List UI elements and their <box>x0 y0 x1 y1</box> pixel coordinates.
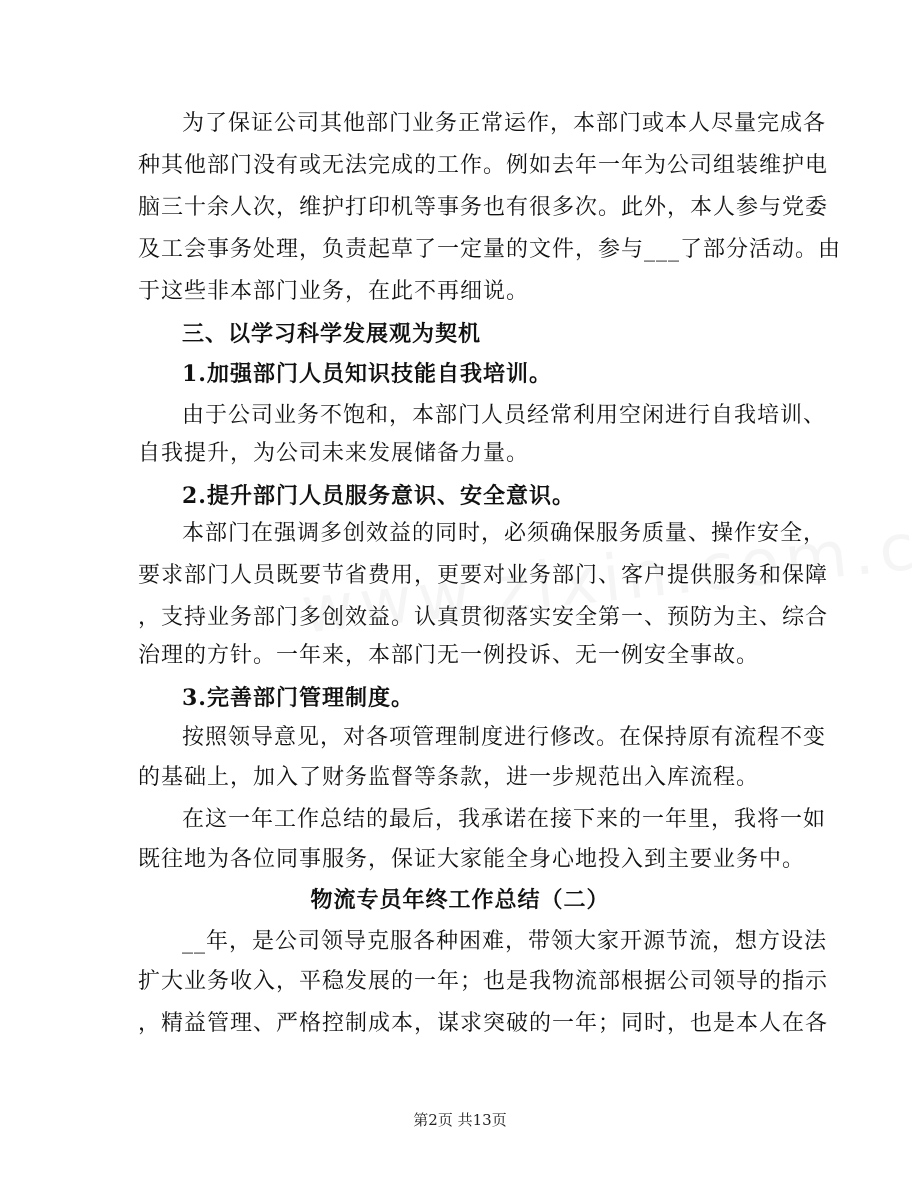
paragraph-line: 为了保证公司其他部门业务正常运作，本部门或本人尽量完成各 <box>182 111 827 136</box>
paragraph-line: 要求部门人员既要节省费用，更要对业务部门、客户提供服务和保障 <box>138 563 829 588</box>
paragraph-line: ，精益管理、严格控制成本，谋求突破的一年；同时，也是本人在各 <box>138 1011 829 1036</box>
item-heading-2: 2.提升部门人员服务意识、安全意识。 <box>182 483 575 509</box>
paragraph-line: 的基础上，加入了财务监督等条款，进一步规范出入库流程。 <box>138 765 760 790</box>
paragraph-line: 扩大业务收入，平稳发展的一年；也是我物流部根据公司领导的指示 <box>138 969 829 994</box>
page-number: 第2页 共13页 <box>413 1111 507 1129</box>
paragraph-line: 种其他部门没有或无法完成的工作。例如去年一年为公司组装维护电 <box>138 153 829 178</box>
paragraph-line: 治理的方针。一年来，本部门无一例投诉、无一例安全事故。 <box>138 643 760 668</box>
paragraph-line: 在这一年工作总结的最后，我承诺在接下来的一年里，我将一如 <box>182 807 827 832</box>
paragraph-line: 于这些非本部门业务，在此不再细说。 <box>138 279 530 304</box>
paragraph-line: 本部门在强调多创效益的同时，必须确保服务质量、操作安全， <box>182 521 827 546</box>
paragraph-line: 脑三十余人次，维护打印机等事务也有很多次。此外，本人参与党委 <box>138 195 829 220</box>
paragraph-line: ，支持业务部门多创效益。认真贯彻落实安全第一、预防为主、综合 <box>138 605 829 630</box>
paragraph-line: 既往地为各位同事服务，保证大家能全身心地投入到主要业务中。 <box>138 847 806 872</box>
paragraph-line: 由于公司业务不饱和，本部门人员经常利用空闲进行自我培训、 <box>182 403 827 428</box>
paragraph-line: 自我提升，为公司未来发展储备力量。 <box>138 441 530 466</box>
section-title: 物流专员年终工作总结（二） <box>310 887 610 913</box>
paragraph-line: 及工会事务处理，负责起草了一定量的文件，参与___了部分活动。由 <box>138 237 842 262</box>
item-heading-3: 3.完善部门管理制度。 <box>182 685 414 711</box>
section-heading: 三、以学习科学发展观为契机 <box>182 321 482 347</box>
item-heading-1: 1.加强部门人员知识技能自我培训。 <box>182 361 552 387</box>
paragraph-line: __年，是公司领导克服各种困难，带领大家开源节流，想方设法 <box>182 929 828 954</box>
paragraph-line: 按照领导意见，对各项管理制度进行修改。在保持原有流程不变 <box>182 725 827 750</box>
